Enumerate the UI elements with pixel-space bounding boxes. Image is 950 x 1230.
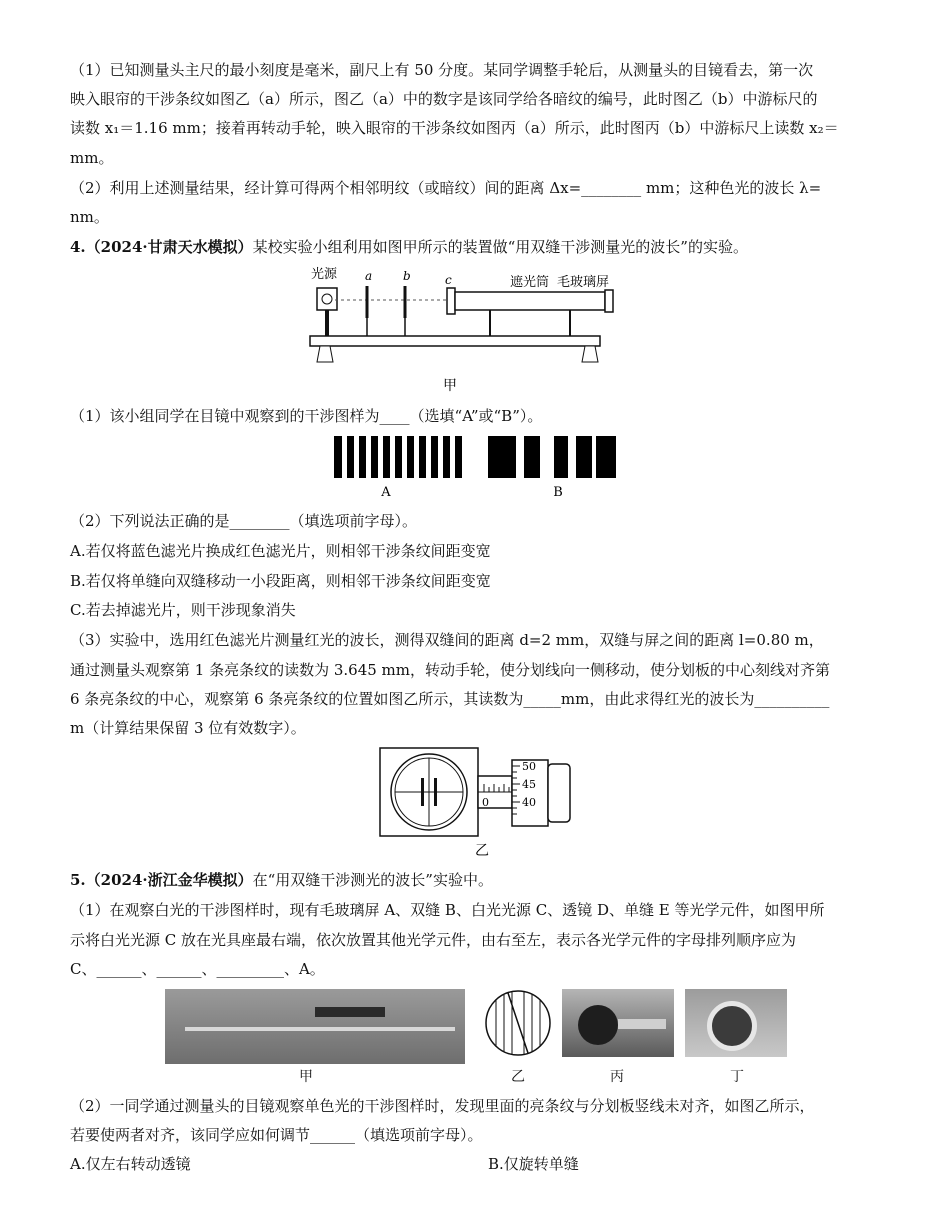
caption-photo-ding: 丁 — [730, 1069, 744, 1085]
caption-photo-bing: 丙 — [610, 1069, 624, 1085]
q5-part2-line1: （2）一同学通过测量头的目镜观察单色光的干涉图样时，发现里面的亮条纹与分划板竖线未对齐，如图乙所示， — [70, 1097, 815, 1115]
q4-option-b: B.若仅将单缝向双缝移动一小段距离，则相邻干涉条纹间距变宽 — [70, 572, 491, 590]
q4-part3-line1: （3）实验中，选用红色滤光片测量红光的波长，测得双缝间的距离 d=2 mm，双缝与屏之间的距离 l=0.80 m， — [70, 631, 824, 649]
q5-heading — [70, 870, 493, 890]
q4-part3-line4: m（计算结果保留 3 位有效数字）。 — [70, 719, 306, 737]
apparatus-figure — [305, 262, 615, 397]
bench-leg-left — [317, 346, 333, 362]
optical-bench — [310, 336, 600, 346]
q5-option-a: A.仅左右转动透镜 — [70, 1155, 191, 1173]
q3-part2-line1: （2）利用上述测量结果，经计算可得两个相邻明纹（或暗纹）间的距离 Δx=________ mm；这种色光的波长 λ= — [70, 179, 822, 197]
q4-source: 4.（2024·甘肃天水模拟） — [70, 238, 253, 256]
q4-part2: （2）下列说法正确的是________（填选项前字母）。 — [70, 512, 418, 530]
micrometer-figure — [378, 746, 578, 858]
bench-leg-right — [582, 346, 598, 362]
label-c: c — [445, 273, 452, 287]
caption-yi: 乙 — [475, 843, 489, 858]
caption-photo-jia: 甲 — [299, 1069, 313, 1085]
photo-eyepiece — [685, 989, 787, 1057]
q5-stem: 在“用双缝干涉测光的波长”实验中。 — [252, 871, 493, 889]
label-a: a — [365, 269, 373, 283]
photo-fringe-view — [484, 989, 552, 1057]
q5-option-b: B.仅旋转单缝 — [488, 1155, 579, 1173]
label-screen: 毛玻璃屏 — [557, 275, 610, 290]
pattern-a-label: A — [381, 485, 391, 500]
lamp-housing — [317, 288, 337, 310]
caption-jia: 甲 — [443, 378, 457, 394]
main-scale-zero: 0 — [482, 796, 489, 809]
q3-part1-line1: （1）已知测量头主尺的最小刻度是毫米，副尺上有 50 分度。某同学调整手轮后，从测量头的目镜看去，第一次 — [70, 61, 814, 79]
thimble-mark-50: 50 — [522, 760, 536, 773]
q4-heading — [70, 237, 748, 257]
label-light-source: 光源 — [311, 267, 338, 282]
q4-option-c: C.若去掉滤光片，则干涉现象消失 — [70, 601, 296, 619]
screen-holder — [605, 290, 613, 312]
q5-part1-line2: 示将白光光源 C 放在光具座最右端，依次放置其他光学元件，由右至左，表示各光学元件的字母排列顺序应为 — [70, 931, 797, 949]
ratchet-knob — [548, 764, 570, 822]
photo-apparatus — [165, 989, 465, 1064]
q5-part1-line3: C、______、______、_________、A。 — [70, 960, 325, 978]
q3-part1-line4: mm。 — [70, 149, 114, 167]
thimble-mark-40: 40 — [522, 796, 536, 809]
label-b: b — [403, 269, 411, 283]
q4-part1: （1）该小组同学在目镜中观察到的干涉图样为____（选填“A”或“B”）。 — [70, 407, 543, 425]
pattern-b-label: B — [553, 485, 563, 500]
q5-part1-line1: （1）在观察白光的干涉图样时，现有毛玻璃屏 A、双缝 B、白光光源 C、透镜 D、单缝 E 等光学元件，如图甲所 — [70, 901, 825, 919]
q4-stem: 某校实验小组利用如图甲所示的装置做“用双缝干涉测量光的波长”的实验。 — [252, 238, 748, 256]
q3-part2-line2: nm。 — [70, 208, 109, 226]
q5-part2-line2: 若要使两者对齐，该同学应如何调节______（填选项前字母）。 — [70, 1126, 483, 1144]
light-shield-tube — [455, 292, 605, 310]
lamp-bulb — [322, 294, 332, 304]
q4-option-a: A.若仅将蓝色滤光片换成红色滤光片，则相邻干涉条纹间距变宽 — [70, 542, 491, 560]
q3-part1-line2: 映入眼帘的干涉条纹如图乙（a）所示，图乙（a）中的数字是该同学给各暗纹的编号，此时图乙（b）中游标尺的 — [70, 90, 818, 108]
bright-fringe-right — [434, 778, 437, 806]
q4-part3-line3: 6 条亮条纹的中心，观察第 6 条亮条纹的位置如图乙所示，其读数为_____mm，由此求得红光的波长为__________ — [70, 690, 830, 708]
label-tube: 遮光筒 — [510, 275, 550, 290]
caption-photo-yi: 乙 — [511, 1069, 525, 1085]
component-c — [447, 288, 455, 314]
interference-patterns — [330, 434, 630, 502]
q5-source: 5.（2024·浙江金华模拟） — [70, 871, 253, 889]
q3-part1-line3: 读数 x₁＝1.16 mm；接着再转动手轮，映入眼帘的干涉条纹如图丙（a）所示，此时图丙（b）中游标尺上读数 x₂＝ — [70, 119, 839, 137]
photo-measuring-head — [562, 989, 674, 1057]
thimble-mark-45: 45 — [522, 778, 536, 791]
q4-part3-line2: 通过测量头观察第 1 条亮条纹的读数为 3.645 mm，转动手轮，使分划线向一侧移动，使分划板的中心刻线对齐第 — [70, 661, 831, 679]
bright-fringe-left — [421, 778, 424, 806]
